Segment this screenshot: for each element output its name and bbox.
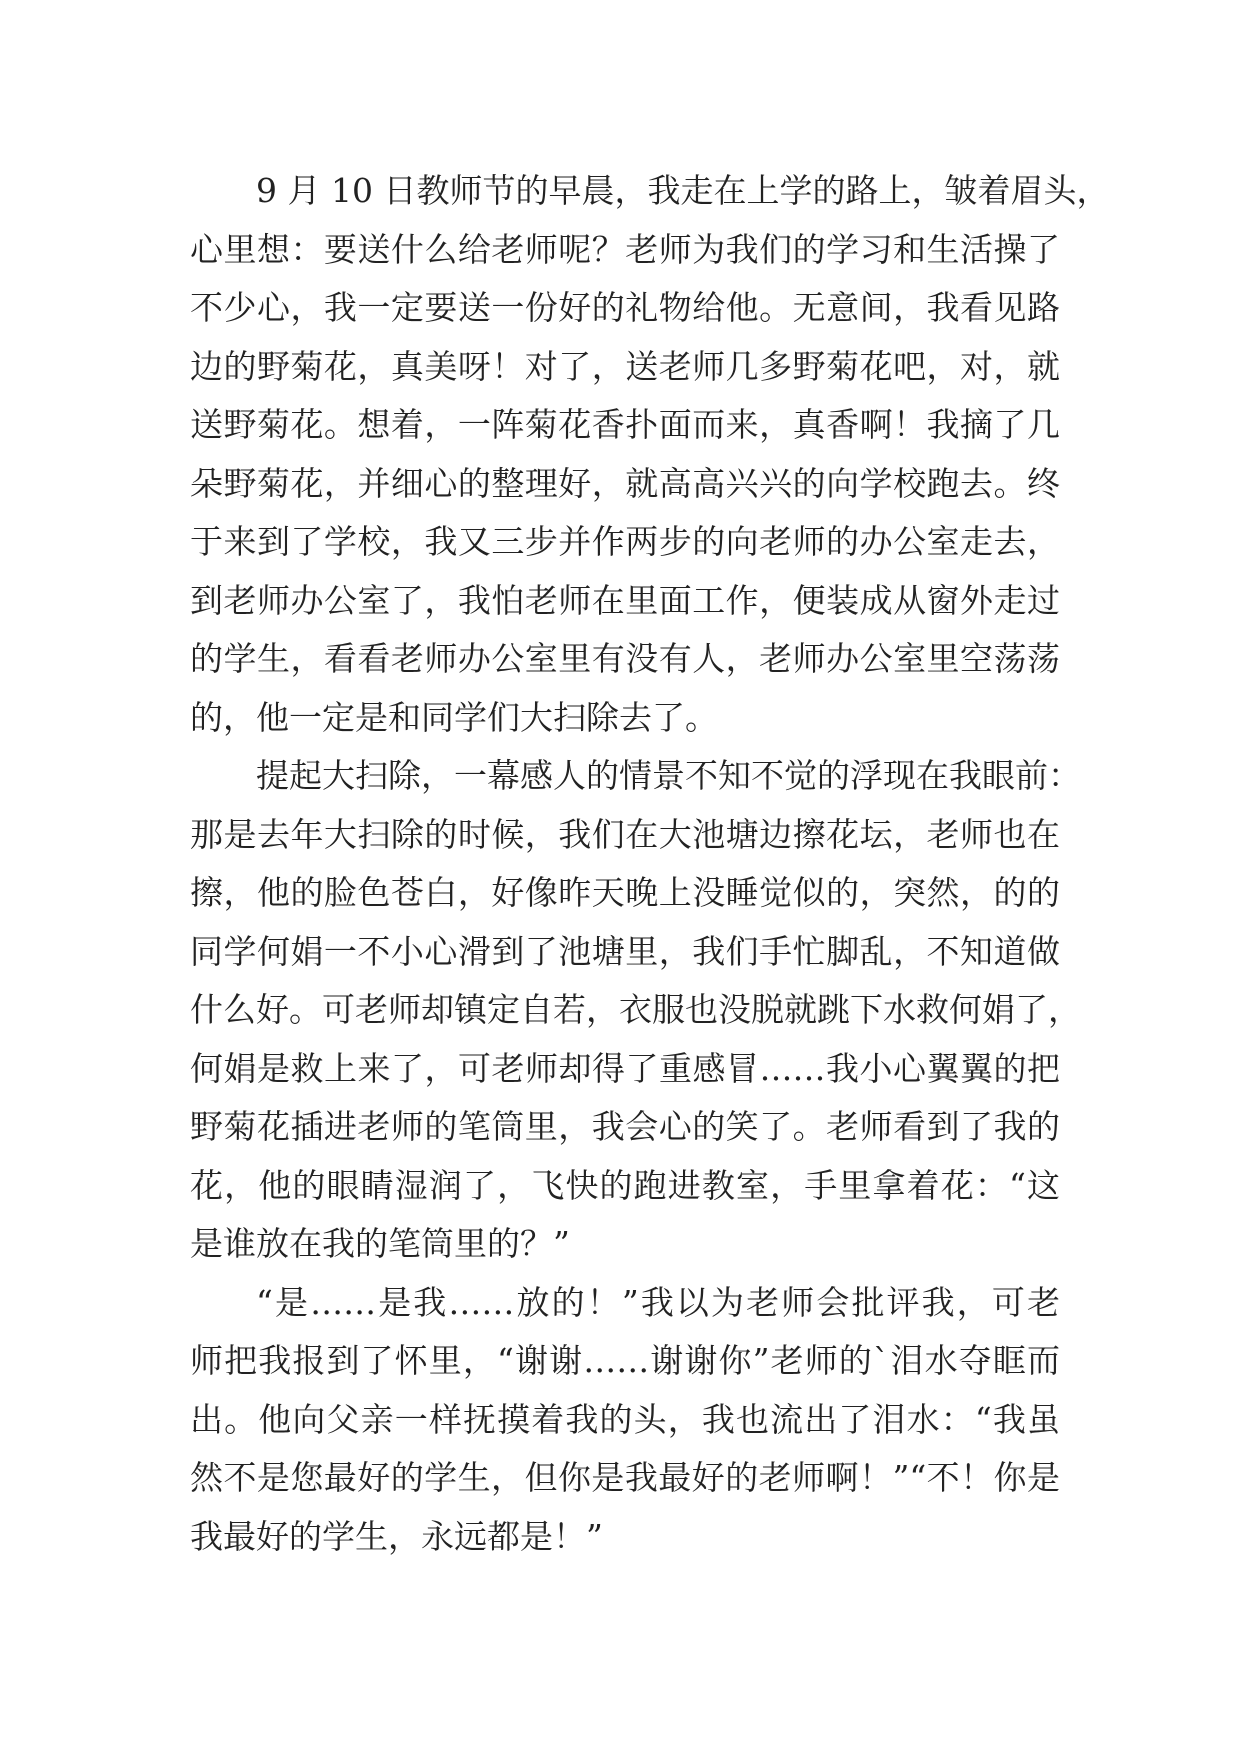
text-line: 的，他一定是和同学们大扫除去了。 <box>190 697 718 737</box>
text-line: 何娟是救上来了，可老师却得了重感冒……我小心翼翼的把 <box>190 1048 1060 1088</box>
text-line: 的学生，看看老师办公室里有没有人，老师办公室里空荡荡 <box>190 639 1060 678</box>
text-line: 边的野菊花，真美呀！对了，送老师几多野菊花吧，对，就 <box>190 346 1060 386</box>
article-body <box>190 162 1110 1566</box>
text-line: 朵野菊花，并细心的整理好，就高高兴兴的向学校跑去。终 <box>190 463 1060 503</box>
text-line: 提起大扫除，一幕感人的情景不知不觉的浮现在我眼前： <box>256 756 1081 795</box>
text-line: 到老师办公室了，我怕老师在里面工作，便装成从窗外走过 <box>190 580 1060 620</box>
text-line: 我最好的学生，永远都是！” <box>190 1516 603 1556</box>
text-line: 师把我报到了怀里，“谢谢……谢谢你”老师的`泪水夺眶而 <box>190 1341 1060 1380</box>
text-line: 心里想：要送什么给老师呢？老师为我们的学习和生活操了 <box>190 229 1060 269</box>
text-line: 同学何娟一不小心滑到了池塘里，我们手忙脚乱，不知道做 <box>190 931 1060 971</box>
text-line: 什么好。可老师却镇定自若，衣服也没脱就跳下水救何娟了， <box>190 990 1081 1029</box>
text-line: 于来到了学校，我又三步并作两步的向老师的办公室走去， <box>190 522 1060 561</box>
text-line: 野菊花插进老师的笔筒里，我会心的笑了。老师看到了我的 <box>190 1107 1060 1146</box>
text-line: 那是去年大扫除的时候，我们在大池塘边擦花坛，老师也在 <box>190 814 1060 854</box>
text-line: 是谁放在我的笔筒里的？” <box>190 1224 570 1263</box>
text-line: 9 月 10 日教师节的早晨，我走在上学的路上，皱着眉头， <box>256 171 1110 210</box>
paragraph-3 <box>190 1274 1060 1567</box>
text-line: 不少心，我一定要送一份好的礼物给他。无意间，我看见路 <box>190 288 1060 327</box>
text-line: 擦，他的脸色苍白，好像昨天晚上没睡觉似的，突然，的的 <box>190 873 1060 912</box>
paragraph-1 <box>190 162 1110 747</box>
text-line: 送野菊花。想着，一阵菊花香扑面而来，真香啊！我摘了几 <box>190 405 1060 444</box>
text-line: “是……是我……放的！”我以为老师会批评我，可老 <box>256 1282 1060 1322</box>
text-line: 出。他向父亲一样抚摸着我的头，我也流出了泪水：“我虽 <box>190 1399 1060 1439</box>
text-line: 花，他的眼睛湿润了，飞快的跑进教室，手里拿着花：“这 <box>190 1165 1060 1205</box>
paragraph-2 <box>190 747 1081 1274</box>
text-line: 然不是您最好的学生，但你是我最好的老师啊！”“不！你是 <box>190 1458 1060 1497</box>
